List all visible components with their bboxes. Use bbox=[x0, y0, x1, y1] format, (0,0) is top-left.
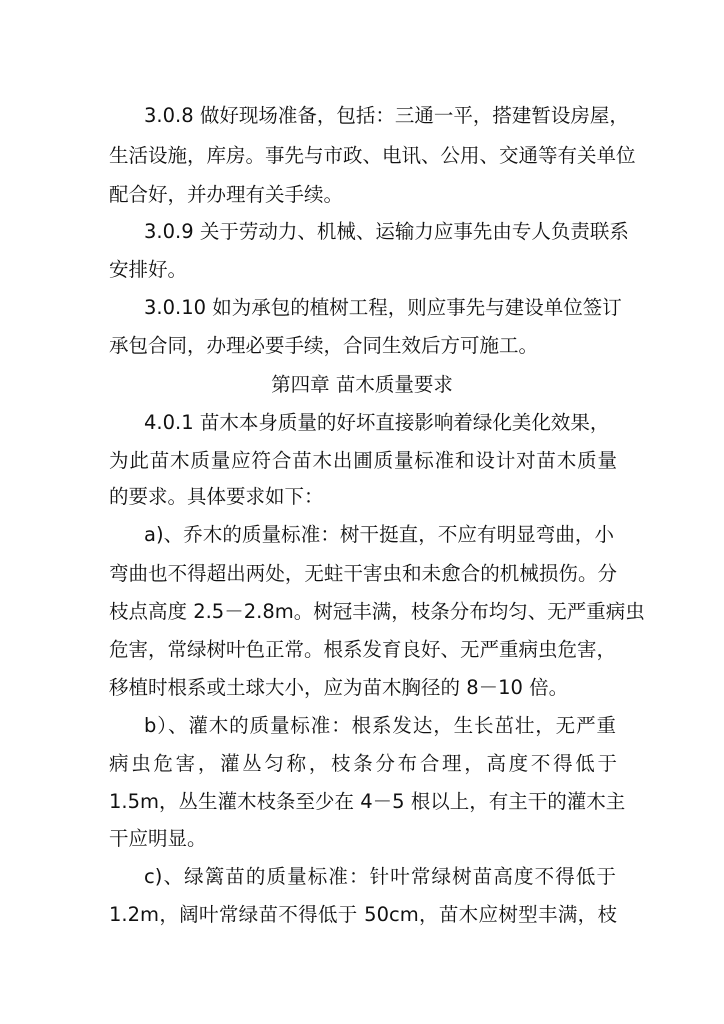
text-line: 1.2m，阔叶常绿苗不得低于 50cm，苗木应树型丰满，枝 bbox=[109, 903, 617, 926]
text-line: 弯曲也不得超出两处，无蛀干害虫和未愈合的机械损伤。分 bbox=[109, 562, 617, 585]
text-line: 安排好。 bbox=[109, 258, 188, 281]
text-line: 1.5m，丛生灌木枝条至少在 4－5 根以上，有主干的灌木主 bbox=[109, 790, 626, 813]
chapter-heading: 第四章 苗木质量要求 bbox=[271, 373, 453, 396]
text-line: 4.0.1 苗木本身质量的好坏直接影响着绿化美化效果， bbox=[144, 411, 610, 434]
text-line: 危害，常绿树叶色正常。根系发育良好、无严重病虫危害， bbox=[109, 638, 617, 661]
text-line: 为此苗木质量应符合苗木出圃质量标准和设计对苗木质量 bbox=[109, 449, 617, 472]
text-line: 生活设施，库房。事先与市政、电讯、公用、交通等有关单位 bbox=[109, 144, 636, 167]
text-line: a)、乔木的质量标准：树干挺直，不应有明显弯曲，小 bbox=[144, 523, 614, 546]
text-line: 3.0.9 关于劳动力、机械、运输力应事先由专人负责联系 bbox=[144, 220, 629, 243]
text-line: 枝点高度 2.5－2.8m。树冠丰满，枝条分布均匀、无严重病虫 bbox=[109, 600, 645, 623]
text-line: 配合好，并办理有关手续。 bbox=[109, 183, 344, 206]
text-line: b）、灌木的质量标准：根系发达，生长茁壮，无严重 bbox=[144, 714, 616, 737]
text-line: 3.0.10 如为承包的植树工程，则应事先与建设单位签订 bbox=[144, 296, 622, 319]
text-line: 病虫危害，灌丛匀称，枝条分布合理，高度不得低于 bbox=[109, 752, 617, 775]
text-line: 3.0.8 做好现场准备，包括：三通一平，搭建暂设房屋， bbox=[144, 104, 629, 127]
text-line: 移植时根系或土球大小，应为苗木胸径的 8－10 倍。 bbox=[109, 676, 569, 699]
text-line: 的要求。具体要求如下： bbox=[109, 485, 324, 508]
text-line: 干应明显。 bbox=[109, 827, 207, 850]
text-line: 承包合同，办理必要手续，合同生效后方可施工。 bbox=[109, 334, 539, 357]
text-line: c)、绿篱苗的质量标准：针叶常绿树苗高度不得低于 bbox=[144, 865, 616, 888]
